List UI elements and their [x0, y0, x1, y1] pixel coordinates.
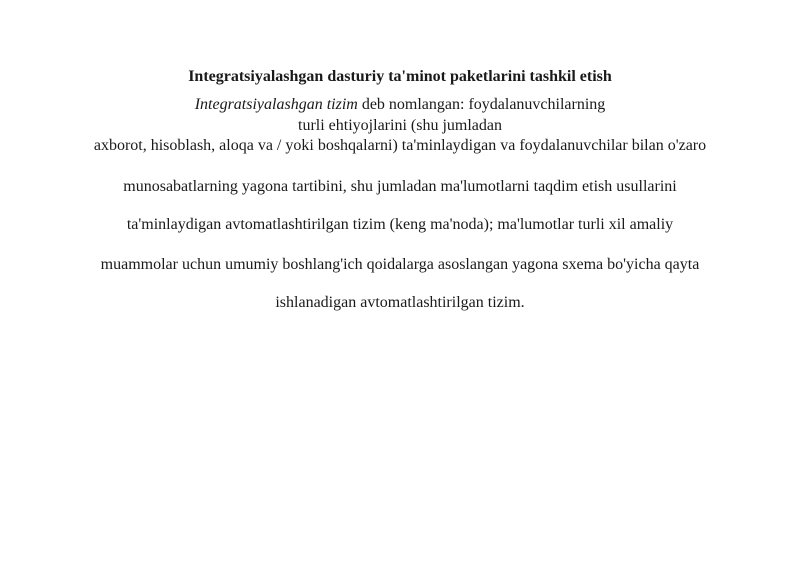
body-text-line: ishlanadigan avtomatlashtirilgan tizim.	[275, 294, 525, 311]
definition-intro-line	[0, 95, 800, 115]
body-text-line: munosabatlarning yagona tartibini, shu jumladan ma'lumotlarni taqdim etish usullarini	[123, 178, 677, 195]
defined-term: Integratsiyalashgan tizim	[194, 96, 358, 113]
body-text-line: turli ehtiyojlarini (shu jumladan	[298, 117, 502, 134]
definition-intro-text: deb nomlangan: foydalanuvchilarning	[357, 96, 606, 113]
body-text-line: axborot, hisoblash, aloqa va / yoki boshqalarni) ta'minlaydigan va foydalanuvchilar bilan o'zaro	[93, 137, 707, 154]
document-title: Integratsiyalashgan dasturiy ta'minot paketlarini tashkil etish	[188, 68, 612, 85]
body-text-line: muammolar uchun umumiy boshlang'ich qoidalarga asoslangan yagona sxema bo'yicha qayta	[100, 256, 700, 273]
body-text-line: ta'minlaydigan avtomatlashtirilgan tizim (keng ma'noda); ma'lumotlar turli xil amaliy	[126, 216, 674, 233]
